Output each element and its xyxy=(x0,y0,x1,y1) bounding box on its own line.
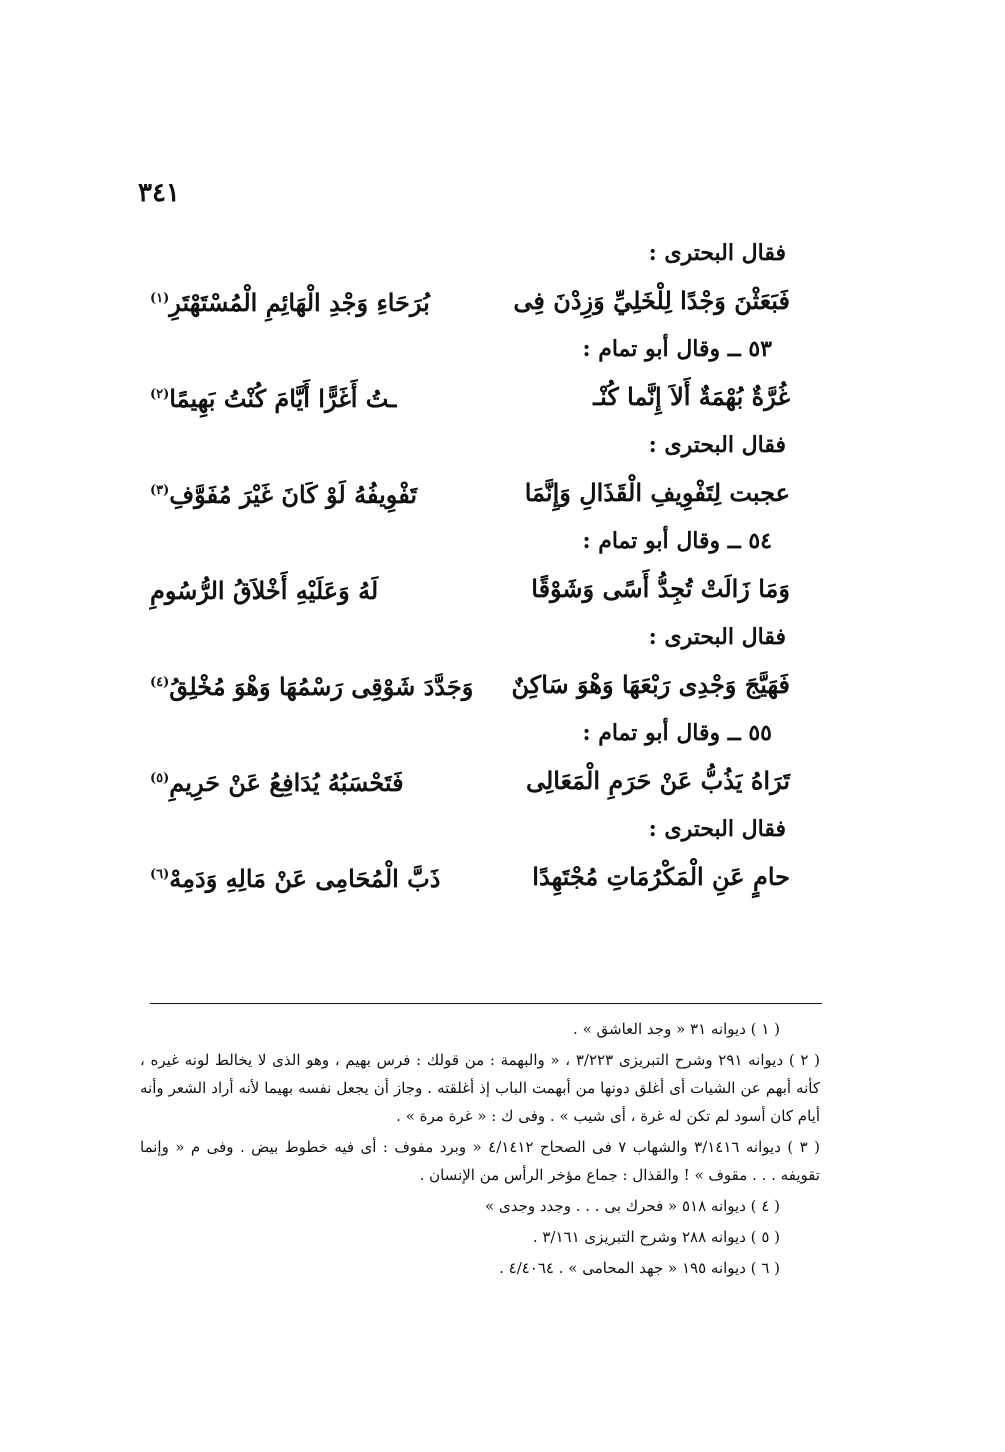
verse-second-hemistich xyxy=(150,557,378,621)
page-number: ٣٤١ xyxy=(138,178,180,208)
verse-second-hemistich xyxy=(150,461,417,525)
footnote-ref: (٢) xyxy=(150,387,170,402)
speaker-heading: ٥٣ ــ وقال أبو تمام : xyxy=(582,336,772,362)
verse-second-hemistich xyxy=(150,653,473,717)
verse-second-hemistich-text: ذَبَّ الْمُحَامِى عَنْ مَالِهِ وَدَمِهْ xyxy=(169,864,441,893)
speaker-heading: فقال البحترى : xyxy=(648,816,786,842)
footnote-ref: (٥) xyxy=(150,771,170,786)
footnote-ref: (٣) xyxy=(150,483,170,498)
verse-first-hemistich: عجبت لِتَفْوِيفِ الْقَذَالِ وَإِنَّمَا xyxy=(524,478,790,507)
verse-first-hemistich: فَبَعَثْنَ وَجْدًا لِلْخَلِيِّ وَزِدْنَ فِى xyxy=(513,286,790,315)
speaker-heading: ٥٥ ــ وقال أبو تمام : xyxy=(582,720,772,746)
footnote-ref: (١) xyxy=(150,291,170,306)
verse-second-hemistich-text: تَفْوِيفُهُ لَوْ كَانَ غَيْرَ مُفَوَّفِ xyxy=(169,480,418,509)
verse-first-hemistich: غُرَّةٌ بُهْمَةٌ أَلاَ إِنَّما كُنْـ xyxy=(593,382,790,411)
speaker-heading: فقال البحترى : xyxy=(648,240,786,266)
footnote-4: ( ٤ ) ديوانه ٥١٨ « فحرك بى . . . وجدد وجدى » xyxy=(485,1197,780,1215)
verse-line xyxy=(150,559,790,619)
footnote-1: ( ١ ) ديوانه ٣١ « وجد العاشق » . xyxy=(573,1020,780,1038)
verse-second-hemistich xyxy=(150,365,396,429)
entry-2 xyxy=(150,331,790,427)
footnote-2: ( ٢ ) ديوانه ٢٩١ وشرح التبريزى ٣/٢٢٣ ، « والبهمة : من قولك : فرس بهيم ، وهو الذى لا يخالط لونه غيره ، كأنه أبهم عن الشيات أى أغلق دونها من أبهمت الباب إذ أغلقته . وجاز أن يجعل نفسه بهيما لأنه أراد الشعر وأنه أيام كان أسود لم تكن له غرة ، أى شيب » . وفى ك : « غرة مرة » . xyxy=(140,1051,820,1125)
footnote-ref: (٤) xyxy=(150,675,170,690)
entry-6 xyxy=(150,715,790,811)
verse-line xyxy=(150,847,790,907)
speaker-heading: فقال البحترى : xyxy=(648,624,786,650)
verse-second-hemistich-text: وَجَدَّدَ شَوْقِى رَسْمُهَا وَهْوَ مُخْلِقُ xyxy=(169,672,474,701)
footnote-5: ( ٥ ) ديوانه ٢٨٨ وشرح التبريزى ٣/١٦١ . xyxy=(532,1228,780,1246)
speaker-heading: فقال البحترى : xyxy=(648,432,786,458)
verse-second-hemistich xyxy=(150,749,404,813)
entry-5 xyxy=(150,619,790,715)
speaker-heading: ٥٤ ــ وقال أبو تمام : xyxy=(582,528,772,554)
footnotes xyxy=(140,1015,820,1285)
verse-line xyxy=(150,655,790,715)
footnote-6: ( ٦ ) ديوانه ١٩٥ « جهد المحامى » . ٤/٤٠٦٤ . xyxy=(499,1259,780,1277)
footnote-3: ( ٣ ) ديوانه ٣/١٤١٦ والشهاب ٧ فى الصحاح ٤/١٤١٢ « وبرد مفوف : أى فيه خطوط بيض . وفى م « وإنما تقويفه . . . مقوف » ! والقذال : جماع مؤخر الرأس من الإنسان . xyxy=(140,1138,820,1184)
verse-first-hemistich: تَرَاهُ يَذُبُّ عَنْ حَرَمِ الْمَعَالِى xyxy=(525,766,790,795)
entry-4 xyxy=(150,523,790,619)
verse-second-hemistich xyxy=(150,845,440,909)
entry-1 xyxy=(150,235,790,331)
entry-3 xyxy=(150,427,790,523)
verse-first-hemistich: وَمَا زَالَتْ تُجِدُّ أَسًى وَشَوْقًا xyxy=(531,574,790,603)
verse-line xyxy=(150,751,790,811)
verse-first-hemistich: فَهَيَّجَ وَجْدِى رَبْعَهَا وَهْوَ سَاكِنٌ xyxy=(511,670,790,699)
verse-line xyxy=(150,463,790,523)
footnote-separator xyxy=(150,1003,822,1004)
verse-second-hemistich xyxy=(150,269,430,333)
entry-7 xyxy=(150,811,790,907)
verse-second-hemistich-text: لَهُ وَعَلَيْهِ أَخْلاَقُ الرُّسُومِ xyxy=(150,576,379,605)
verse-line xyxy=(150,271,790,331)
footnote-ref: (٦) xyxy=(150,867,170,882)
poetry-body xyxy=(150,235,790,907)
verse-line xyxy=(150,367,790,427)
verse-second-hemistich-text: ـتُ أَغَرًّا أَيَّامَ كُنْتُ بَهِيمًا xyxy=(169,384,397,413)
verse-second-hemistich-text: بُرَحَاءِ وَجْدِ الْهَائِمِ الْمُسْتَهْتَرِ xyxy=(169,288,430,317)
verse-second-hemistich-text: فَتَحْسَبُهُ يُدَافِعُ عَنْ حَرِيمِ xyxy=(169,768,404,797)
verse-first-hemistich: حامٍ عَنِ الْمَكْرُمَاتِ مُجْتَهِدًا xyxy=(532,862,790,891)
